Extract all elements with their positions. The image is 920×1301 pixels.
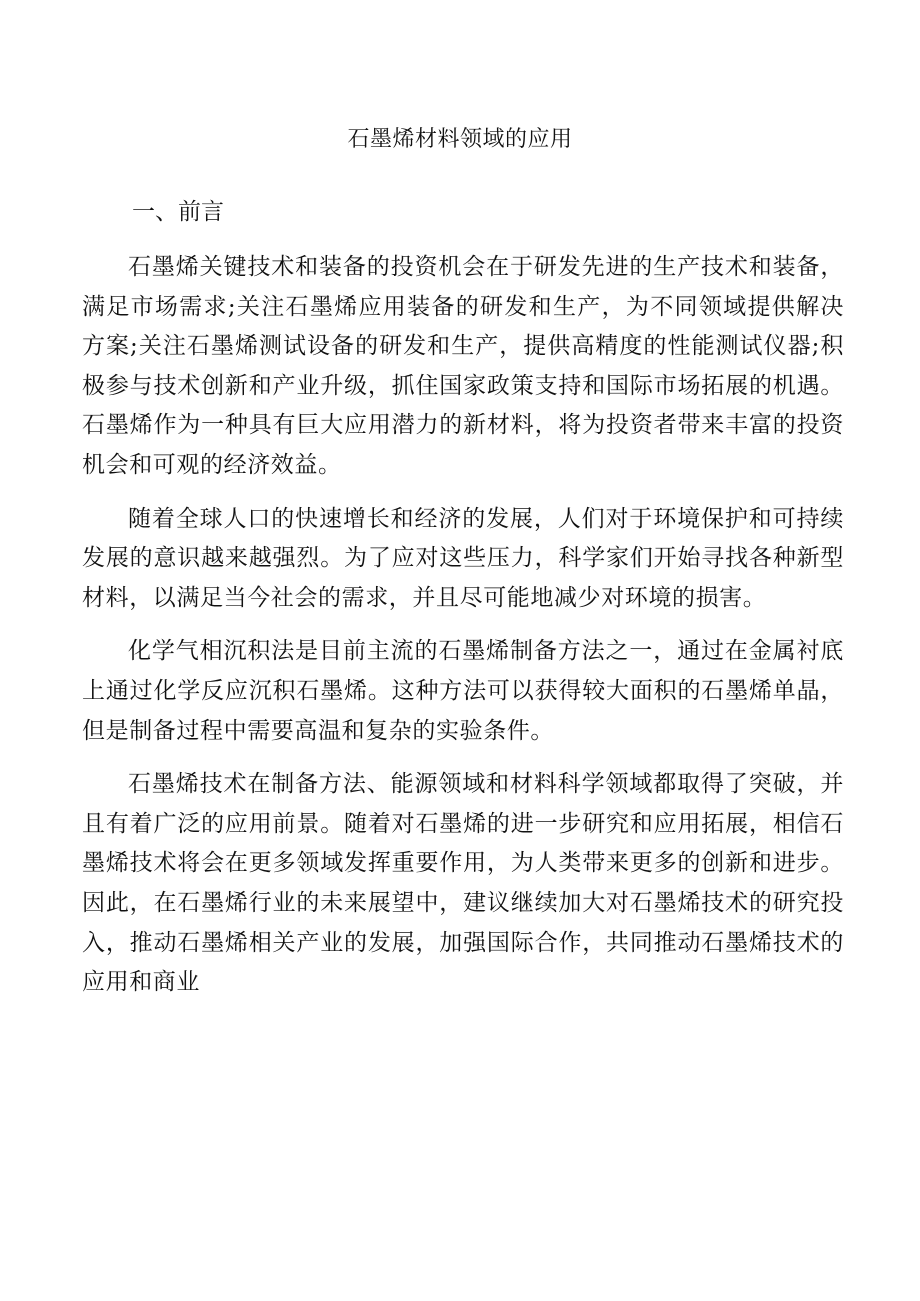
paragraph-3: 化学气相沉积法是目前主流的石墨烯制备方法之一，通过在金属衬底上通过化学反应沉积石墨烯。这种方法可以获得较大面积的石墨烯单晶，但是制备过程中需要高温和复杂的实验条件。 — [82, 638, 844, 744]
document-body — [82, 248, 844, 1017]
paragraph-2: 随着全球人口的快速增长和经济的发展，人们对于环境保护和可持续发展的意识越来越强烈。为了应对这些压力，科学家们开始寻找各种新型材料，以满足当今社会的需求，并且尽可能地减少对环境的损害。 — [82, 505, 844, 611]
document-title: 石墨烯材料领域的应用 — [347, 127, 573, 152]
section-heading: 一、前言 — [132, 199, 224, 225]
paragraph-1: 石墨烯关键技术和装备的投资机会在于研发先进的生产技术和装备，满足市场需求;关注石墨烯应用装备的研发和生产，为不同领域提供解决方案;关注石墨烯测试设备的研发和生产，提供高精度的性能测试仪器;积极参与技术创新和产业升级，抓住国家政策支持和国际市场拓展的机遇。石墨烯作为一种具有巨大应用潜力的新材料，将为投资者带来丰富的投资机会和可观的经济效益。 — [82, 254, 844, 478]
paragraph-4: 石墨烯技术在制备方法、能源领域和材料科学领域都取得了突破，并且有着广泛的应用前景。随着对石墨烯的进一步研究和应用拓展，相信石墨烯技术将会在更多领域发挥重要作用，为人类带来更多的创新和进步。因此，在石墨烯行业的未来展望中，建议继续加大对石墨烯技术的研究投入，推动石墨烯相关产业的发展，加强国际合作，共同推动石墨烯技术的应用和商业 — [82, 771, 844, 996]
